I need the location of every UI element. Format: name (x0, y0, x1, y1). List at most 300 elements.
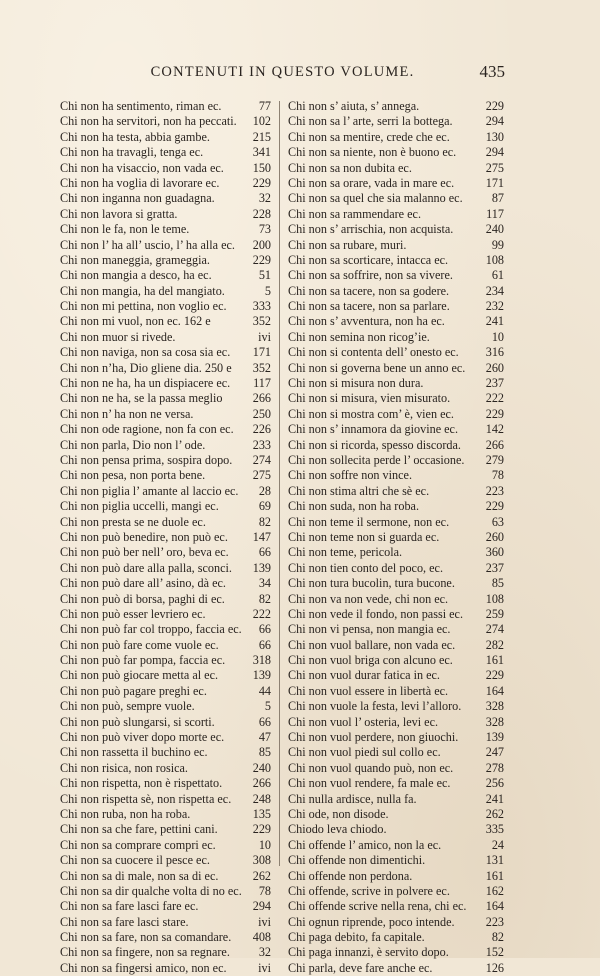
entry-page-number: 274 (485, 622, 504, 637)
entry-text: Chi non sa fingersi amico, non ec. (60, 960, 227, 975)
index-entry (288, 99, 504, 114)
entry-text: Chi non ha sentimento, riman ec. (60, 99, 222, 113)
index-entry (288, 515, 504, 530)
entry-page-number: 229 (252, 822, 271, 837)
entry-text: Chi non sa fare, non sa comandare. (60, 930, 232, 945)
entry-text: Chi non vuol ballare, non vada ec. (288, 637, 456, 652)
entry-text: Chi non sa rubare, muri. (288, 237, 407, 252)
entry-page-number: 241 (485, 314, 504, 329)
index-entry (60, 114, 271, 129)
index-entry (288, 238, 504, 253)
entry-page-number: 5 (264, 699, 271, 714)
entry-page-number: ivi (258, 914, 271, 929)
entry-text: Chi non s’ arrischia, non acquista. (288, 222, 454, 237)
entry-text: Chi non rassetta il buchino ec. (60, 745, 208, 760)
entry-page-number: 241 (485, 791, 504, 806)
entry-text: Chi non può benedire, non può ec. (60, 529, 228, 544)
index-column-right (288, 99, 504, 976)
entry-text: Chi non piglia l’ amante al laccio ec. (60, 483, 239, 498)
entry-text: Chi non teme non si guarda ec. (288, 529, 440, 544)
entry-page-number: 229 (485, 668, 504, 683)
entry-page-number: 87 (491, 191, 504, 206)
index-entry (288, 945, 504, 960)
index-entry (60, 284, 271, 299)
index-entry (288, 422, 504, 437)
entry-text: Chi paga innanzi, è servito dopo. (288, 945, 449, 960)
entry-page-number: 73 (258, 222, 271, 237)
index-entry (60, 468, 271, 483)
index-entry (60, 761, 271, 776)
entry-page-number: 335 (485, 822, 504, 837)
entry-text: Chi non ruba, non ha roba. (60, 806, 191, 821)
entry-page-number: 260 (485, 529, 504, 544)
entry-page-number: 150 (252, 160, 271, 175)
index-entry (288, 284, 504, 299)
entry-text: Chi non vuol perdere, non giuochi. (288, 730, 459, 745)
entry-page-number: 262 (252, 868, 271, 883)
index-entry (288, 684, 504, 699)
entry-page-number: 229 (485, 499, 504, 514)
entry-page-number: 250 (252, 406, 271, 421)
entry-page-number: 229 (485, 406, 504, 421)
entry-page-number: 51 (258, 268, 271, 283)
entry-page-number: 234 (485, 283, 504, 298)
entry-page-number: 102 (252, 114, 271, 129)
index-entry (60, 822, 271, 837)
index-entry (60, 161, 271, 176)
index-entry (288, 592, 504, 607)
entry-page-number: 131 (485, 853, 504, 868)
entry-text: Chi non sa rammendare ec. (288, 206, 421, 221)
entry-text: Chi non mi pettina, non voglio ec. (60, 299, 227, 314)
entry-page-number: 10 (258, 837, 271, 852)
index-entry (288, 530, 504, 545)
entry-page-number: 82 (258, 591, 271, 606)
entry-text: Chi non ne ha, se la passa meglio (60, 391, 223, 406)
entry-page-number: 352 (252, 360, 271, 375)
entry-text: Chi non teme, pericola. (288, 545, 403, 560)
entry-page-number: 237 (485, 560, 504, 575)
index-entry (60, 176, 271, 191)
entry-text: Chi non sa fare lasci fare ec. (60, 899, 199, 914)
index-entry (60, 253, 271, 268)
entry-text: Chi non sa cuocere il pesce ec. (60, 853, 210, 868)
index-entry (288, 438, 504, 453)
index-entry (288, 499, 504, 514)
entry-page-number: 77 (258, 99, 271, 113)
index-entry (60, 776, 271, 791)
running-title: CONTENUTI IN QUESTO VOLUME. (150, 64, 415, 80)
entry-text: Chi non s’ avventura, non ha ec. (288, 314, 445, 329)
entry-page-number: 308 (252, 853, 271, 868)
entry-page-number: 24 (491, 837, 504, 852)
index-entry (60, 915, 271, 930)
entry-page-number: 117 (486, 206, 504, 221)
entry-page-number: 222 (485, 391, 504, 406)
entry-page-number: 229 (252, 252, 271, 267)
index-entry (60, 561, 271, 576)
entry-text: Chi non sa orare, vada in mare ec. (288, 175, 455, 190)
entry-page-number: 328 (485, 714, 504, 729)
entry-page-number: 161 (485, 868, 504, 883)
entry-text: Chi non può slungarsi, si scorti. (60, 714, 215, 729)
index-entry (60, 576, 271, 591)
entry-text: Chi non può dare alla palla, sconci. (60, 560, 232, 575)
index-entry (288, 653, 504, 668)
entry-page-number: 61 (491, 268, 504, 283)
index-entry (288, 299, 504, 314)
entry-page-number: 85 (491, 576, 504, 591)
entry-text: Chi non si contenta dell’ onesto ec. (288, 345, 459, 360)
entry-text: Chi non parla, Dio non l’ ode. (60, 437, 206, 452)
entry-page-number: ivi (258, 329, 271, 344)
index-entry (60, 545, 271, 560)
index-entry (288, 114, 504, 129)
entry-page-number: 200 (252, 237, 271, 252)
entry-text: Chi ognun riprende, poco intende. (288, 914, 455, 929)
index-entry (60, 314, 271, 329)
index-entry (60, 299, 271, 314)
entry-page-number: 229 (252, 175, 271, 190)
index-entry (60, 715, 271, 730)
entry-page-number: 63 (491, 514, 504, 529)
entry-text: Chi non può esser levriero ec. (60, 606, 206, 621)
entry-page-number: 248 (252, 791, 271, 806)
index-entry (60, 884, 271, 899)
entry-text: Chi non presta se ne duole ec. (60, 514, 206, 529)
index-entry (288, 407, 504, 422)
index-entry (288, 561, 504, 576)
index-entry (60, 730, 271, 745)
entry-page-number: 360 (485, 545, 504, 560)
entry-page-number: 139 (252, 668, 271, 683)
index-entry (60, 453, 271, 468)
index-entry (60, 607, 271, 622)
entry-text: Chi non può ber nell’ oro, beva ec. (60, 545, 229, 560)
entry-page-number: 294 (485, 145, 504, 160)
entry-text: Chi non si governa bene un anno ec. (288, 360, 466, 375)
entry-page-number: 240 (252, 760, 271, 775)
entry-page-number: 28 (258, 483, 271, 498)
entry-text: Chi non vede il fondo, non passi ec. (288, 606, 463, 621)
entry-text: Chi offende, scrive in polvere ec. (288, 883, 450, 898)
index-entry (60, 638, 271, 653)
entry-text: Chi non ha visaccio, non vada ec. (60, 160, 224, 175)
entry-text: Chi non lavora si gratta. (60, 206, 178, 221)
index-entry (288, 838, 504, 853)
index-entry (288, 314, 504, 329)
index-entry (60, 668, 271, 683)
entry-text: Chi non si ricorda, spesso discorda. (288, 437, 461, 452)
index-entry (288, 345, 504, 360)
index-entry (288, 376, 504, 391)
entry-text: Chi non può giocare metta al ec. (60, 668, 219, 683)
index-entry (288, 607, 504, 622)
entry-page-number: 152 (485, 945, 504, 960)
index-entry (288, 668, 504, 683)
entry-page-number: 229 (485, 99, 504, 113)
entry-page-number: 78 (491, 468, 504, 483)
entry-page-number: 341 (252, 145, 271, 160)
entry-text: Chi non stima altri che sè ec. (288, 483, 430, 498)
index-entry (60, 222, 271, 237)
entry-text: Chi non n’ha, Dio gliene dia. 250 e (60, 360, 232, 375)
entry-text: Chi non ha voglia di lavorare ec. (60, 175, 220, 190)
entry-text: Chi non ha travagli, tenga ec. (60, 145, 204, 160)
entry-page-number: 233 (252, 437, 271, 452)
entry-page-number: 240 (485, 222, 504, 237)
index-entry (288, 207, 504, 222)
entry-page-number: 164 (485, 683, 504, 698)
entry-text: Chi non mi vuol, non ec. 162 e (60, 314, 211, 329)
index-entry (288, 484, 504, 499)
entry-page-number: 5 (264, 283, 271, 298)
entry-page-number: 352 (252, 314, 271, 329)
entry-page-number: 82 (491, 930, 504, 945)
entry-text: Chi non sa tacere, non sa parlare. (288, 299, 450, 314)
entry-page-number: 32 (258, 945, 271, 960)
entry-page-number: 260 (485, 360, 504, 375)
column-divider (279, 101, 280, 866)
entry-text: Chi non può viver dopo morte ec. (60, 730, 225, 745)
entry-text: Chi non può far col troppo, faccia ec. (60, 622, 242, 637)
index-entry (60, 945, 271, 960)
entry-page-number: 318 (252, 653, 271, 668)
entry-page-number: ivi (258, 960, 271, 975)
entry-text: Chi non vuol briga con alcuno ec. (288, 653, 453, 668)
entry-text: Chi offende l’ amico, non la ec. (288, 837, 442, 852)
entry-page-number: 215 (252, 129, 271, 144)
entry-page-number: 266 (252, 391, 271, 406)
index-entry (288, 130, 504, 145)
index-entry (60, 391, 271, 406)
index-entry (60, 515, 271, 530)
entry-text: Chi non sa comprare compri ec. (60, 837, 216, 852)
entry-page-number: 126 (485, 960, 504, 975)
entry-text: Chi non sa dir qualche volta di no ec. (60, 883, 242, 898)
entry-page-number: 147 (252, 529, 271, 544)
index-entry (288, 545, 504, 560)
entry-text: Chi non le fa, non le teme. (60, 222, 190, 237)
entry-text: Chi non sa mentire, crede che ec. (288, 129, 450, 144)
entry-page-number: 228 (252, 206, 271, 221)
index-entry (288, 807, 504, 822)
entry-text: Chi non risica, non rosica. (60, 760, 188, 775)
entry-page-number: 262 (485, 806, 504, 821)
index-entry (60, 268, 271, 283)
index-entry (60, 653, 271, 668)
entry-page-number: 99 (491, 237, 504, 252)
index-entry (288, 869, 504, 884)
entry-text: Chi non mangia, ha del mangiato. (60, 283, 225, 298)
entry-page-number: 171 (485, 175, 504, 190)
entry-text: Chi nulla ardisce, nulla fa. (288, 791, 417, 806)
entry-page-number: 275 (485, 160, 504, 175)
entry-text: Chi non naviga, non sa cosa sia ec. (60, 345, 231, 360)
entry-text: Chi non sa l’ arte, serri la bottega. (288, 114, 453, 129)
index-entry (60, 899, 271, 914)
index-entry (288, 915, 504, 930)
page-number: 435 (479, 62, 505, 81)
entry-text: Chi non si misura, vien misurato. (288, 391, 451, 406)
entry-page-number: 139 (252, 560, 271, 575)
entry-text: Chi parla, deve fare anche ec. (288, 960, 433, 975)
index-entry (288, 391, 504, 406)
entry-text: Chi non sa fare lasci stare. (60, 914, 189, 929)
entry-page-number: 266 (252, 776, 271, 791)
index-entry (288, 961, 504, 976)
index-entry (60, 699, 271, 714)
index-entry (60, 792, 271, 807)
entry-page-number: 66 (258, 545, 271, 560)
entry-page-number: 294 (252, 899, 271, 914)
entry-page-number: 164 (485, 899, 504, 914)
index-entry (60, 684, 271, 699)
entry-page-number: 161 (485, 653, 504, 668)
entry-text: Chi non va non vede, chi non ec. (288, 591, 449, 606)
entry-text: Chi non vuole la festa, levi l’alloro. (288, 699, 462, 714)
index-entry (288, 253, 504, 268)
index-entry (60, 622, 271, 637)
index-entry (60, 869, 271, 884)
entry-text: Chi non può dare all’ asino, dà ec. (60, 576, 226, 591)
entry-text: Chi non rispetta sè, non rispetta ec. (60, 791, 232, 806)
entry-page-number: 82 (258, 514, 271, 529)
entry-text: Chi non sa fingere, non sa regnare. (60, 945, 230, 960)
index-entry (60, 207, 271, 222)
entry-page-number: 266 (485, 437, 504, 452)
entry-text: Chi non vuol l’ osteria, levi ec. (288, 714, 439, 729)
entry-text: Chi non vuol quando può, non ec. (288, 760, 454, 775)
entry-page-number: 69 (258, 499, 271, 514)
entry-text: Chi non tien conto del poco, ec. (288, 560, 444, 575)
entry-page-number: 316 (485, 345, 504, 360)
entry-text: Chi non vuol rendere, fa male ec. (288, 776, 451, 791)
index-entry (288, 899, 504, 914)
entry-text: Chi offende non perdona. (288, 868, 413, 883)
entry-text: Chi non sollecita perde l’ occasione. (288, 452, 465, 467)
index-entry (60, 745, 271, 760)
index-entry (60, 499, 271, 514)
index-entry (288, 145, 504, 160)
index-entry (288, 176, 504, 191)
entry-text: Chi non ha servitori, non ha peccati. (60, 114, 237, 129)
entry-text: Chiodo leva chiodo. (288, 822, 387, 837)
entry-page-number: 139 (485, 730, 504, 745)
index-entry (288, 191, 504, 206)
index-entry (288, 361, 504, 376)
index-entry (288, 222, 504, 237)
index-entry (60, 145, 271, 160)
entry-text: Chi non vuol essere in libertà ec. (288, 683, 449, 698)
index-entry (288, 622, 504, 637)
index-entry (60, 345, 271, 360)
entry-text: Chi paga debito, fa capitale. (288, 930, 425, 945)
entry-text: Chi non sa che fare, pettini cani. (60, 822, 218, 837)
entry-page-number: 237 (485, 376, 504, 391)
entry-text: Chi non può, sempre vuole. (60, 699, 195, 714)
entry-text: Chi non teme il sermone, non ec. (288, 514, 450, 529)
entry-text: Chi non sa niente, non è buono ec. (288, 145, 457, 160)
entry-page-number: 328 (485, 699, 504, 714)
entry-text: Chi non s’ innamora da giovine ec. (288, 422, 459, 437)
entry-text: Chi non può pagare preghi ec. (60, 683, 207, 698)
index-entry (288, 792, 504, 807)
entry-page-number: 275 (252, 468, 271, 483)
entry-page-number: 162 (485, 883, 504, 898)
page-header (60, 64, 505, 88)
index-entry (60, 484, 271, 499)
index-entry (288, 161, 504, 176)
entry-page-number: 222 (252, 606, 271, 621)
entry-text: Chi non sa tacere, non sa godere. (288, 283, 450, 298)
entry-text: Chi non vuol piedi sul collo ec. (288, 745, 441, 760)
entry-page-number: 226 (252, 422, 271, 437)
entry-text: Chi non sa di male, non sa di ec. (60, 868, 219, 883)
entry-page-number: 108 (485, 591, 504, 606)
index-entry (60, 530, 271, 545)
index-entry (288, 745, 504, 760)
entry-page-number: 34 (258, 576, 271, 591)
entry-page-number: 130 (485, 129, 504, 144)
entry-page-number: 135 (252, 806, 271, 821)
entry-text: Chi non sa non dubita ec. (288, 160, 412, 175)
index-entry (288, 638, 504, 653)
entry-page-number: 223 (485, 914, 504, 929)
index-entry (60, 99, 271, 114)
index-entry (288, 468, 504, 483)
entry-text: Chi non ne ha, ha un dispiacere ec. (60, 376, 231, 391)
index-entry (60, 238, 271, 253)
entry-page-number: 117 (253, 376, 271, 391)
index-entry (288, 884, 504, 899)
index-entry (288, 715, 504, 730)
entry-page-number: 78 (258, 883, 271, 898)
entry-page-number: 44 (258, 683, 271, 698)
entry-text: Chi non pesa, non porta bene. (60, 468, 206, 483)
entry-page-number: 259 (485, 606, 504, 621)
entry-text: Chi non ha testa, abbia gambe. (60, 129, 210, 144)
index-entry (60, 807, 271, 822)
entry-text: Chi offende scrive nella rena, chi ec. (288, 899, 467, 914)
entry-text: Chi non vi pensa, non mangia ec. (288, 622, 451, 637)
index-entry (288, 699, 504, 714)
index-entry (60, 407, 271, 422)
entry-page-number: 333 (252, 299, 271, 314)
entry-text: Chi non può di borsa, paghi di ec. (60, 591, 225, 606)
entry-text: Chi non si misura non dura. (288, 376, 424, 391)
index-entry (288, 330, 504, 345)
index-entry (288, 730, 504, 745)
entry-page-number: 85 (258, 745, 271, 760)
entry-text: Chi non mangia a desco, ha ec. (60, 268, 212, 283)
index-entry (60, 438, 271, 453)
index-entry (288, 268, 504, 283)
entry-page-number: 171 (252, 345, 271, 360)
entry-text: Chi non piglia uccelli, mangi ec. (60, 499, 219, 514)
entry-text: Chi non maneggia, grameggia. (60, 252, 210, 267)
index-entry (60, 961, 271, 976)
index-entry (60, 361, 271, 376)
index-column-left (60, 99, 271, 976)
entry-text: Chi non l’ ha all’ uscio, l’ ha alla ec. (60, 237, 235, 252)
entry-page-number: 66 (258, 622, 271, 637)
entry-page-number: 66 (258, 714, 271, 729)
entry-page-number: 10 (491, 329, 504, 344)
index-entry (60, 930, 271, 945)
index-entry (288, 930, 504, 945)
entry-page-number: 32 (258, 191, 271, 206)
